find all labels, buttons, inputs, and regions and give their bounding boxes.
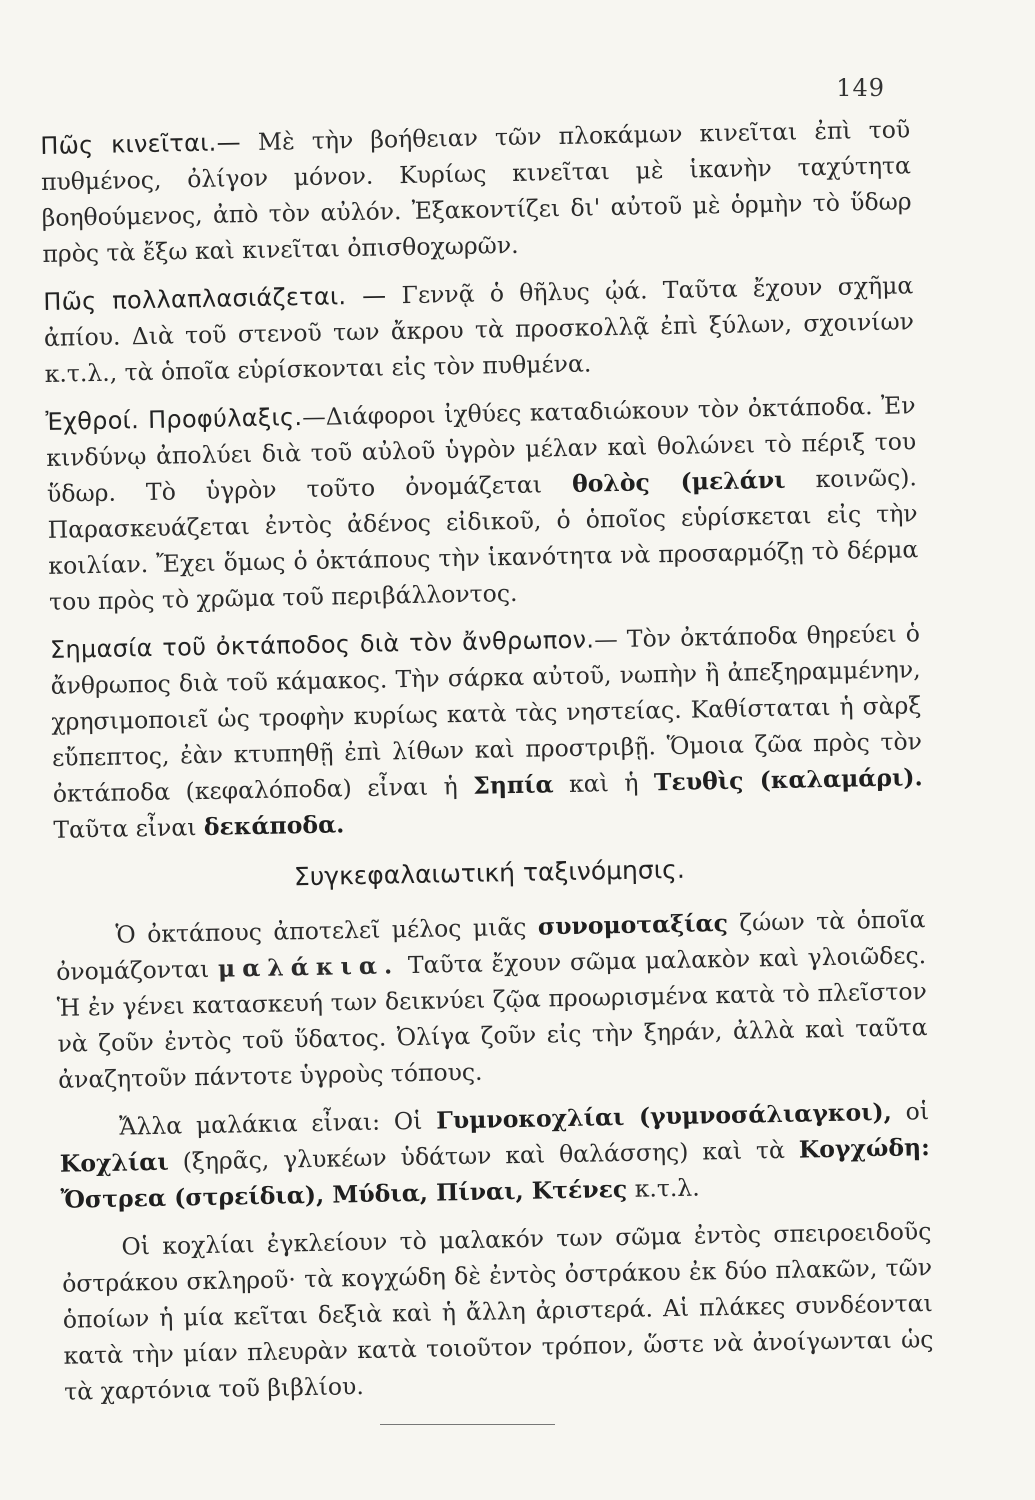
text-classification-b: ζώων τὰ ὁποῖα ὀνομάζονται: [55, 905, 926, 986]
text-significance-a: — Τὸν ὀκτάποδα θηρεύει ὁ ἄνθρωπος διὰ τοῦ κάμακος. Τὴν σάρκα αὐτοῦ, νωπὴν ἢ ἀπεξηραμμένην, χρησιμοποιεῖ ὡς τροφὴν κυρίως κατὰ τὰς νηστείας. Καθίσταται ἡ σὰρξ εὔπεπτος, ἐὰν κτυπηθῇ ἐπὶ λίθων καὶ προστριβῇ. Ὅμοια ζῶα πρὸς τὸν ὀκτάποδα (κεφαλόποδα) εἶναι ἡ: [50, 619, 923, 808]
paragraph-significance: [50, 615, 924, 848]
text-shells: Οἱ κοχλίαι ἐγκλείουν τὸ μαλακόν των σῶμα ἐντὸς σπειροειδοῦς ὀστράκου σκληροῦ· τὰ κογχώδη δὲ ἐντὸς ὀστράκου ἐκ δύο πλακῶν, τῶν ὁποίων ἡ μία κεῖται δεξιὰ καὶ ἡ ἄλλη ἀριστερά. Αἱ πλάκες συνδέονται κατὰ τὴν μίαν πλευρὰν κατὰ τοιοῦτον τρόπον, ὥστε νὰ ἀνοίγωνται ὡς τὰ χαρτόνια τοῦ βιβλίου.: [61, 1217, 934, 1406]
term-tholos: θολὸς (μελάνι: [571, 465, 786, 498]
text-classification-a: Ὁ ὀκτάπους ἀποτελεῖ μέλος μιᾶς: [115, 912, 539, 949]
term-konchodi: Κογχώδη: Ὄστρεα (στρείδια), Μύδια, Πίναι, Κτένες: [60, 1133, 930, 1214]
text-molluscs-b: οἱ: [891, 1097, 930, 1126]
heading-enemies: Ἐχθροί. Προφύλαξις.: [45, 403, 303, 436]
footer-divider: [380, 1424, 555, 1425]
paragraph-other-molluscs: [59, 1093, 931, 1218]
text-movement: Μὲ τὴν βοήθειαν τῶν πλοκάμων κινεῖται ἐπὶ τοῦ πυθμένος, ὀλίγον μόνον. Κυρίως κινεῖται μὲ ἱκανὴν ταχύτητα βοηθούμενος, ἀπὸ τὸν αὐλόν. Ἐξακοντίζει δι' αὐτοῦ μὲ ὁρμὴν τὸ ὕδωρ πρὸς τὰ ἔξω καὶ κινεῖται ὀπισθοχωρῶν.: [40, 115, 912, 268]
term-kochliai: Κοχλίαι: [59, 1147, 170, 1178]
term-teuthis: Τευθὶς (καλαμάρι).: [653, 763, 923, 797]
term-synomotaxia: συνομοταξίας: [537, 908, 729, 941]
paragraph-movement: [40, 111, 913, 272]
paragraph-reproduction: [43, 267, 915, 392]
term-decapoda: δεκάποδα.: [203, 810, 345, 841]
text-reproduction: Γεννᾷ ὁ θῆλυς ᾠά. Ταῦτα ἔχουν σχῆμα ἀπίου. Διὰ τοῦ στενοῦ των ἄκρου τὰ προσκολλᾷ ἐπὶ ξύλων, σχοινίων κ.τ.λ., τὰ ὁποῖα εὑρίσκονται εἰς τὸν πυθμένα.: [43, 271, 915, 388]
heading-reproduction: Πῶς πολλαπλασιάζεται. —: [43, 281, 387, 316]
paragraph-enemies: [45, 387, 919, 620]
term-gymnokochliai: Γυμνοκοχλίαι (γυμνοσάλιαγκοι),: [435, 1097, 893, 1135]
text-significance-b: καὶ ἡ: [553, 768, 655, 799]
term-malakia: μαλάκια.: [217, 951, 400, 983]
text-molluscs-d: κ.τ.λ.: [626, 1173, 700, 1203]
term-sepia: Σηπία: [472, 770, 554, 800]
text-significance-c: Ταῦτα εἶναι: [53, 812, 205, 844]
page-number: 149: [836, 74, 885, 102]
page-body: [40, 111, 935, 1421]
text-enemies-b: κοινῶς). Παρασκευάζεται ἐντὸς ἀδένος εἰδικοῦ, ὁ ὁποῖος εὑρίσκεται εἰς τὴν κοιλίαν. Ἔχει ὅμως ὁ ὀκτάπους τὴν ἱκανότητα νὰ προσαρμόζῃ τὸ δέρμα του πρὸς τὸ χρῶμα τοῦ περιβάλλοντος.: [47, 463, 919, 616]
text-molluscs-c: (ξηρᾶς, γλυκέων ὑδάτων καὶ θαλάσσης) καὶ τὰ: [168, 1135, 800, 1176]
heading-significance: Σημασία τοῦ ὀκτάποδος διὰ τὸν ἄνθρωπον.: [49, 625, 595, 664]
section-title-classification: Συγκεφαλαιωτική ταξινόμησις.: [293, 854, 686, 892]
text-enemies-a: —Διάφοροι ἰχθύες καταδιώκουν τὸν ὀκτάποδα. Ἐν κινδύνῳ ἀπολύει διὰ τοῦ αὐλοῦ ὑγρὸν μέλαν καὶ θολώνει τὸ πέριξ του ὕδωρ. Τὸ ὑγρὸν τοῦτο ὀνομάζεται: [46, 391, 917, 508]
text-classification-c: Ταῦτα ἔχουν σῶμα μαλακὸν καὶ γλοιῶδες. Ἡ ἐν γένει κατασκευή των δεικνύει ζῷα προωρισμένα κατὰ τὸ πλεῖστον νὰ ζοῦν ἐντὸς τοῦ ὕδατος. Ὀλίγα ζοῦν εἰς τὴν ξηράν, ἀλλὰ καὶ ταῦτα ἀναζητοῦν πάντοτε ὑγροὺς τόπους.: [56, 941, 928, 1094]
heading-movement: Πῶς κινεῖται.—: [40, 128, 242, 160]
paragraph-classification: [55, 901, 928, 1098]
text-molluscs-a: Ἄλλα μαλάκια εἶναι: Οἱ: [118, 1106, 437, 1141]
paragraph-shells: [61, 1213, 934, 1410]
